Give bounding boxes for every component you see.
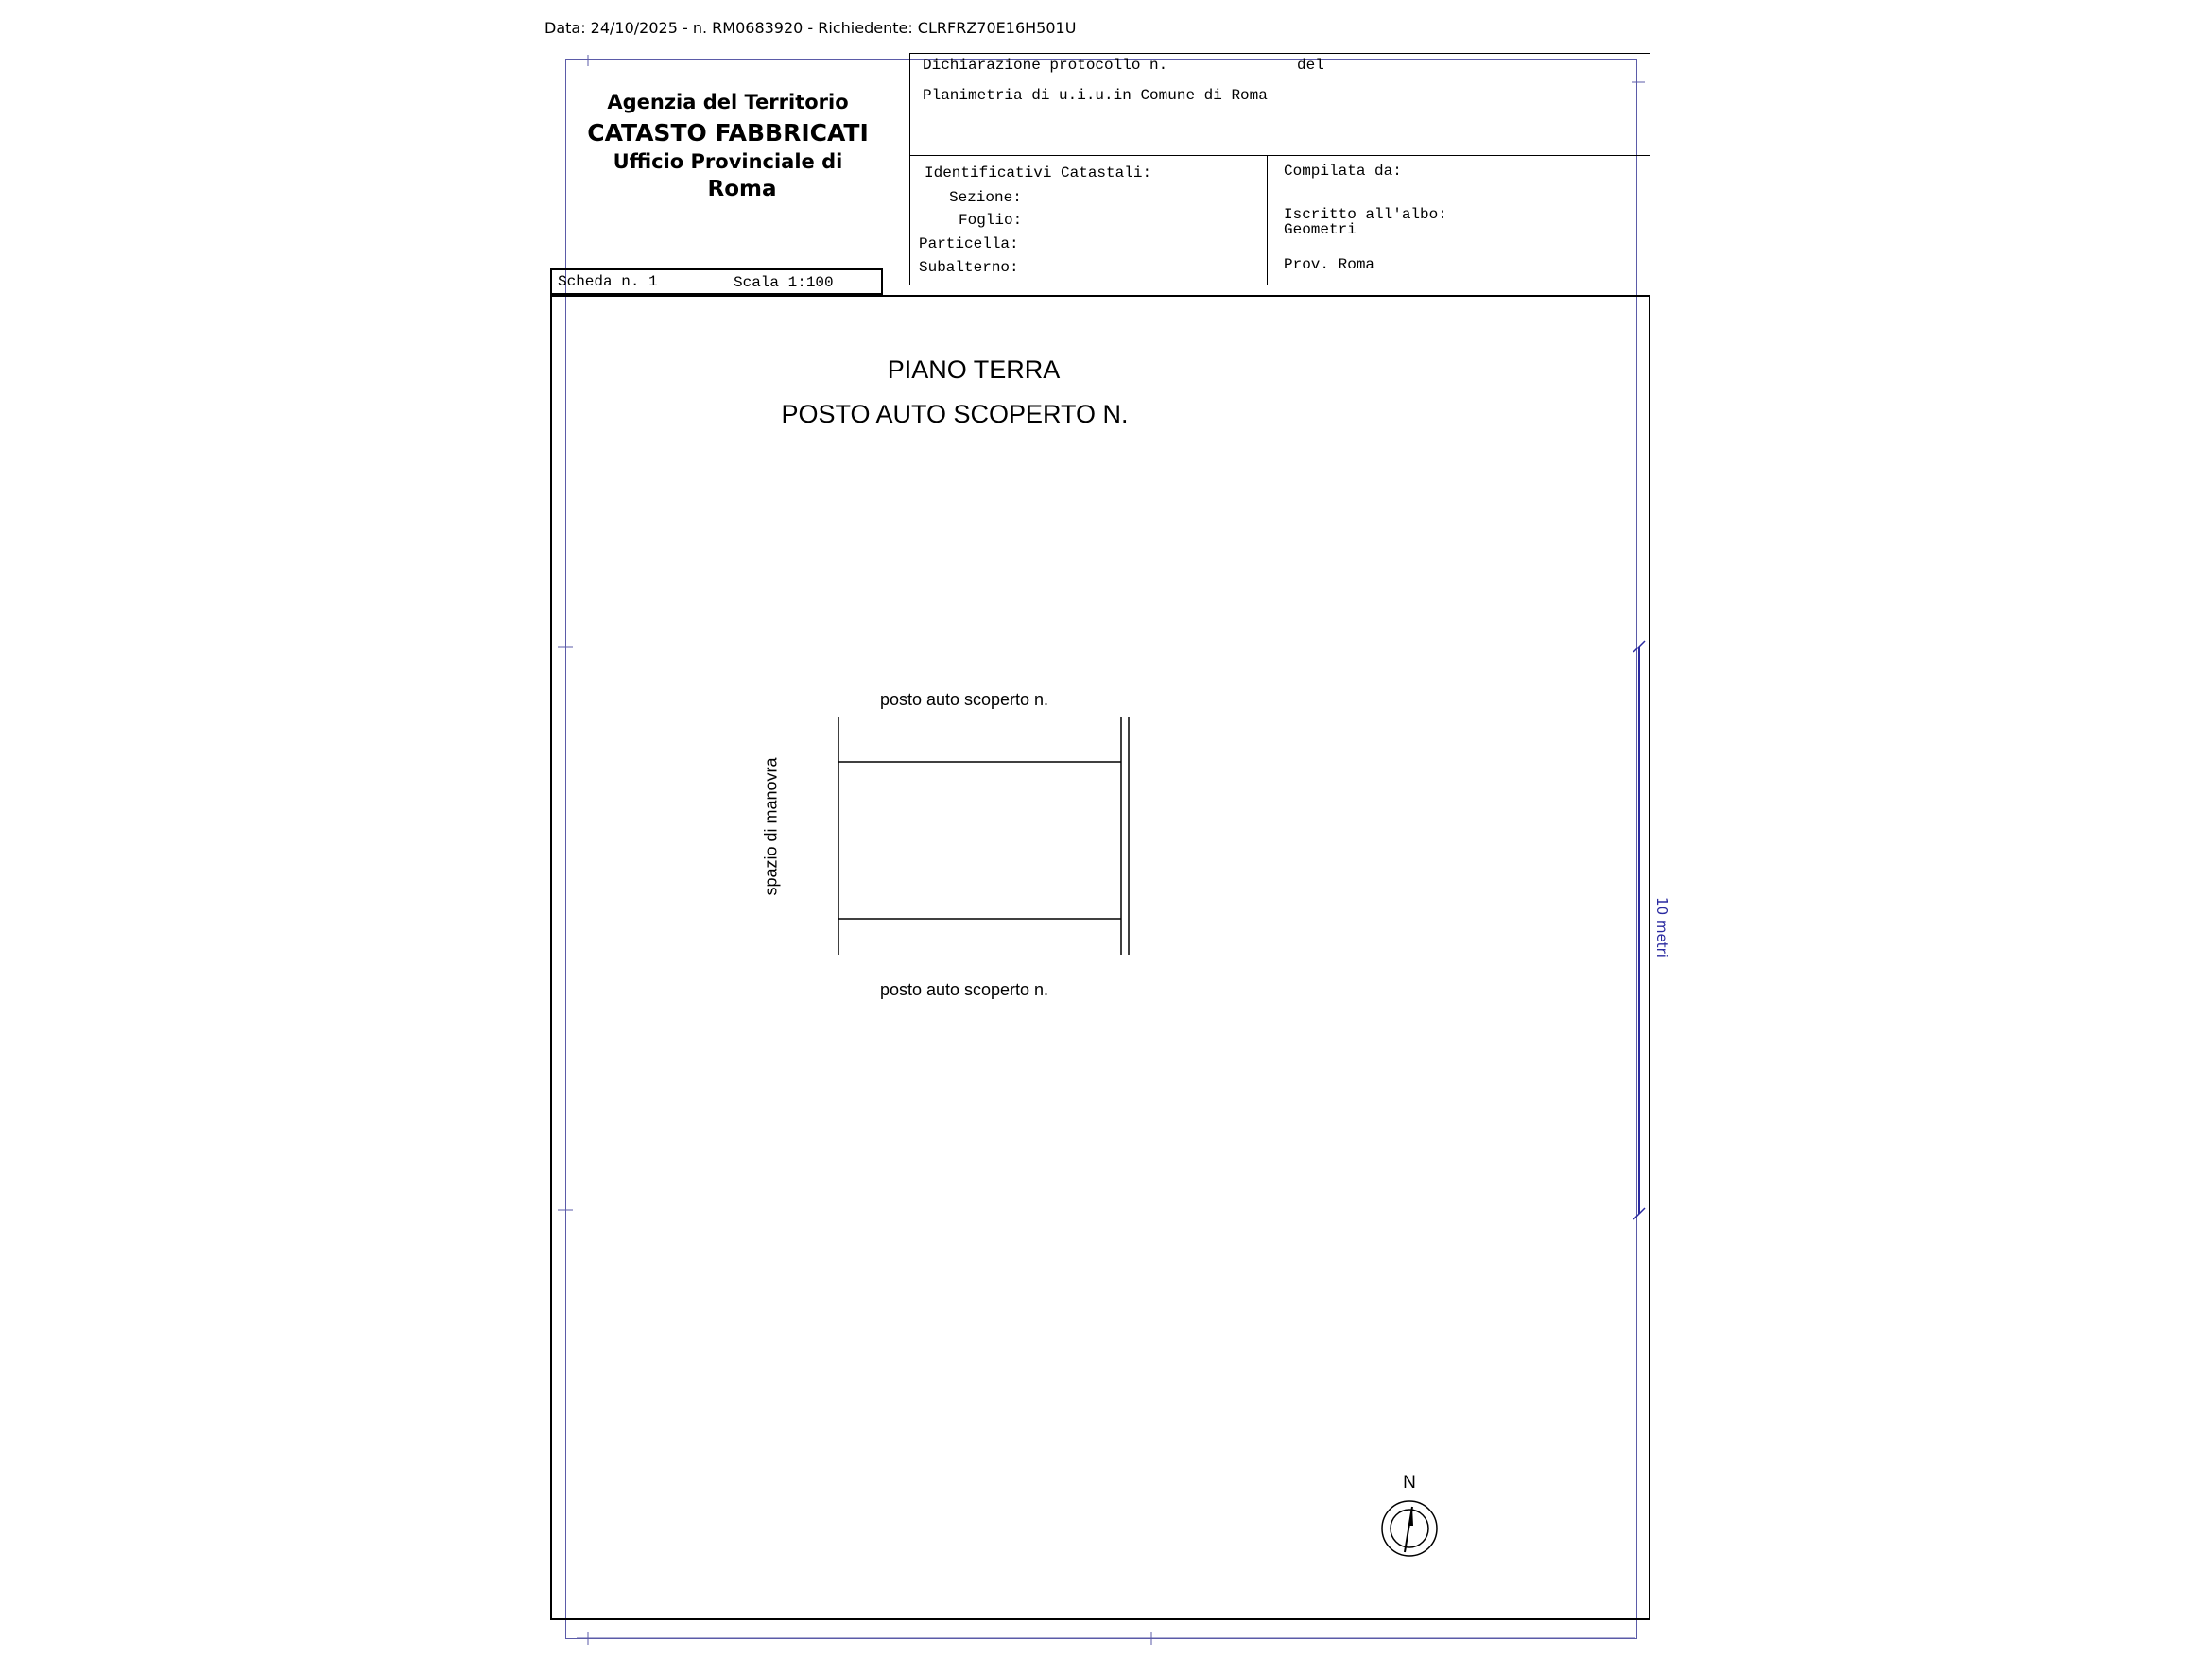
manoeuvre-label: spazio di manovra (761, 757, 781, 896)
north-arrow-icon (1378, 1497, 1441, 1560)
del-label: del (1297, 57, 1324, 74)
scheda-number: Scheda n. 1 (558, 273, 658, 290)
parking-label-top: posto auto scoperto n. (879, 690, 1049, 709)
agency-office: Ufficio Provinciale di (613, 150, 843, 173)
north-label: N (1403, 1473, 1416, 1493)
header-info: Data: 24/10/2025 - n. RM0683920 - Richiedente: CLRFRZ70E16H501U (544, 19, 1077, 37)
protocol-label: Dichiarazione protocollo n. (923, 57, 1168, 74)
subalterno-label: Subalterno: (919, 259, 1019, 276)
scale-bar-label: 10 metri (1653, 897, 1670, 958)
iscritto-label: Iscritto all'albo: (1284, 206, 1447, 223)
scale-bar[interactable] (1628, 639, 1650, 1221)
particella-label: Particella: (919, 235, 1019, 252)
compilata-label: Compilata da: (1284, 163, 1402, 180)
agency-catasto: CATASTO FABBRICATI (587, 119, 869, 147)
foglio-label: Foglio: (959, 212, 1023, 229)
plan-label: Planimetria di u.i.u.in Comune di Roma (923, 87, 1268, 104)
agency-name: Agenzia del Territorio (607, 91, 849, 113)
albo-value: Geometri (1284, 221, 1357, 238)
scheda-scale: Scala 1:100 (734, 274, 834, 291)
plan-title-parking: POSTO AUTO SCOPERTO N. (781, 400, 1129, 428)
identifiers-title: Identificativi Catastali: (925, 164, 1152, 181)
plan-title-floor: PIANO TERRA (887, 355, 1061, 384)
prov-label: Prov. Roma (1284, 256, 1375, 273)
parking-label-bottom: posto auto scoperto n. (879, 980, 1049, 999)
sezione-label: Sezione: (949, 189, 1022, 206)
agency-city: Roma (707, 177, 777, 201)
